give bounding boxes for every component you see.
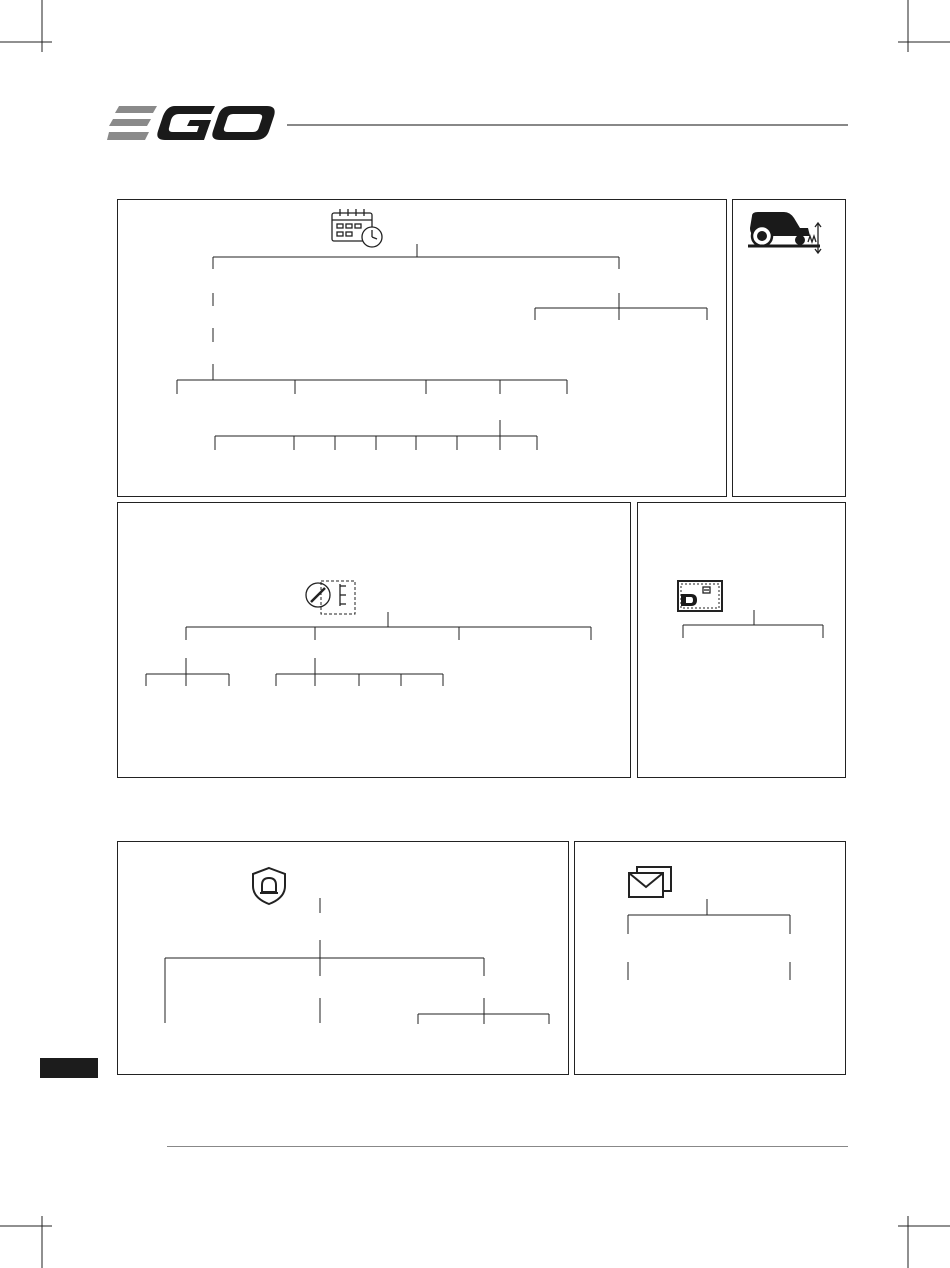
footer-rule xyxy=(167,1146,848,1147)
page-language-tab xyxy=(40,1058,98,1078)
